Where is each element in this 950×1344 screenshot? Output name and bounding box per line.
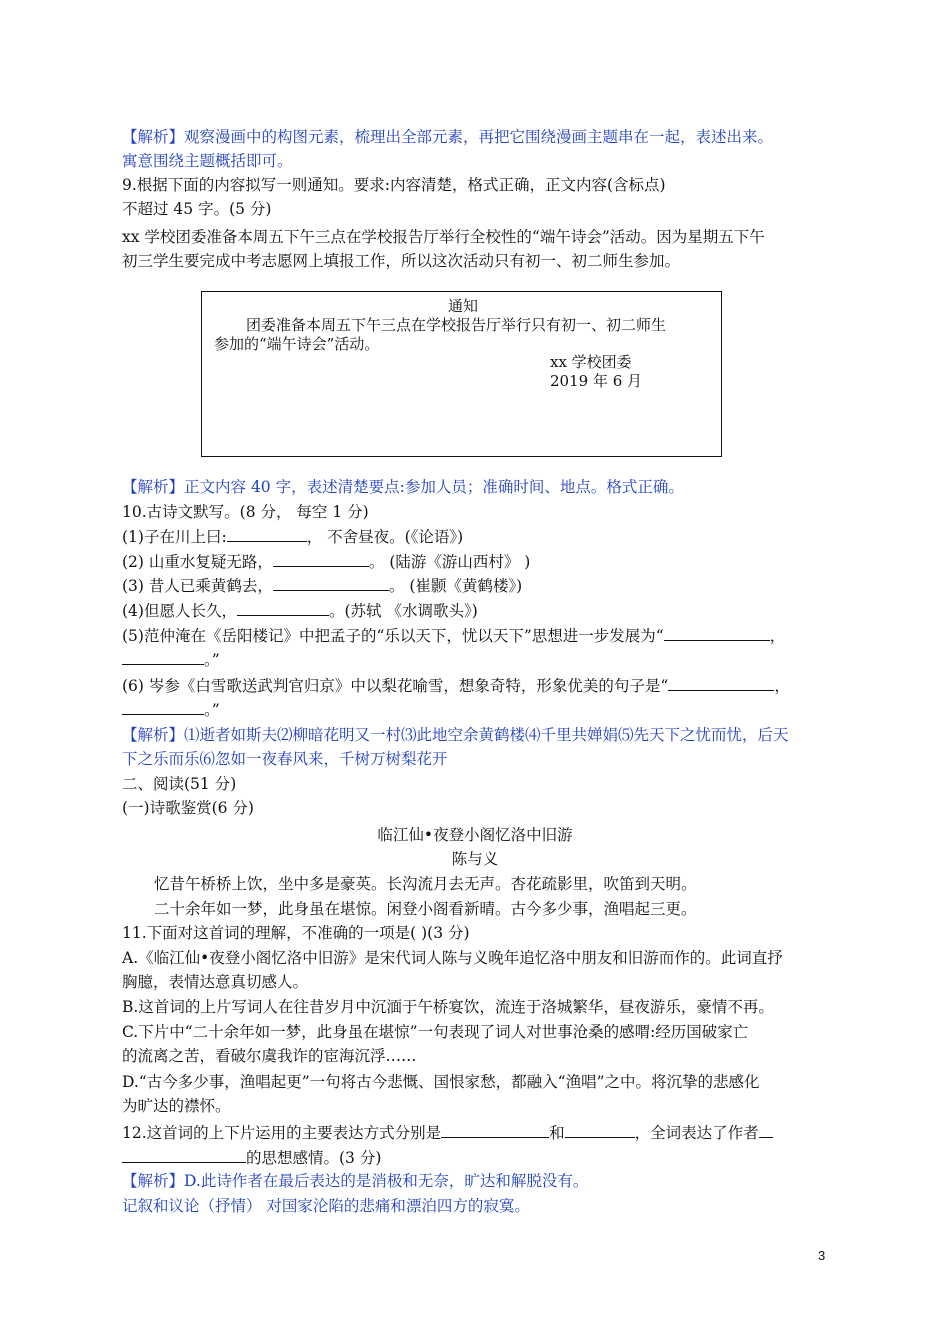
q12-stem-b: 和 xyxy=(549,1124,565,1142)
q9-material-line-1: xx 学校团委准备本周五下午三点在学校报告厅举行全校性的“端午诗会”活动。因为星期五下午 xyxy=(122,228,765,246)
q10-item-6-line-2 xyxy=(122,698,220,721)
q10-item-6-c: 。” xyxy=(204,701,220,719)
fill-blank[interactable] xyxy=(237,599,329,616)
q10-item-1-b: ， 不舍昼夜。(《论语》) xyxy=(306,528,464,546)
q10-item-3 xyxy=(122,574,522,597)
q10-item-2 xyxy=(122,550,530,573)
q10-analysis-line-1 xyxy=(122,724,789,746)
fill-blank[interactable] xyxy=(759,1121,773,1138)
q12-analysis-line-2: 记叙和议论（抒情） 对国家沦陷的悲痛和漂泊四方的寂寞。 xyxy=(122,1197,530,1215)
q11-option-a-line-2: 胸臆，表情达意真切感人。 xyxy=(122,973,309,991)
q8-analysis-text-1: 观察漫画中的构图元素，梳理出全部元素，再把它围绕漫画主题串在一起，表述出来。 xyxy=(184,128,774,146)
poem-line-2: 二十余年如一梦，此身虽在堪惊。闲登小阁看新晴。古今多少事，渔唱起三更。 xyxy=(154,900,697,918)
q9-analysis-text: 正文内容 40 字，表述清楚要点:参加人员；准确时间、地点。格式正确。 xyxy=(184,478,684,496)
q10-item-4-a: (4)但愿人长久， xyxy=(122,602,237,620)
notice-date: 2019 年 6 月 xyxy=(550,372,643,390)
q11-option-b: B.这首词的上片写词人在往昔岁月中沉湎于午桥宴饮，流连于洛城繁华，昼夜游乐，豪情不再。 xyxy=(122,998,774,1016)
q10-item-6-a: (6) 岑参《白雪歌送武判官归京》中以梨花喻雪，想象奇特，形象优美的句子是“ xyxy=(122,677,669,695)
q10-item-5-b: ， xyxy=(769,627,786,645)
q12-stem-line-2 xyxy=(122,1146,381,1169)
notice-body-line-1: 团委准备本周五下午三点在学校报告厅举行只有初一、初二师生 xyxy=(246,316,667,334)
q10-item-5-a: (5)范仲淹在《岳阳楼记》中把孟子的“乐以天下，忧以天下”思想进一步发展为“ xyxy=(122,627,664,645)
q10-item-5-line-1 xyxy=(122,624,785,647)
page-number: 3 xyxy=(818,1248,826,1263)
q10-stem: 10.古诗文默写。(8 分， 每空 1 分) xyxy=(122,503,369,521)
q10-item-2-a: (2) 山重水复疑无路， xyxy=(122,553,273,571)
q10-item-5-line-2 xyxy=(122,648,220,671)
fill-blank[interactable] xyxy=(441,1121,549,1138)
q11-option-c-line-2: 的流离之苦，看破尔虞我诈的宦海沉浮…… xyxy=(122,1047,417,1065)
fill-blank[interactable] xyxy=(565,1121,635,1138)
q10-item-3-b: 。 (崔颢《黄鹤楼》) xyxy=(388,577,523,595)
fill-blank[interactable] xyxy=(273,574,389,591)
q10-item-1 xyxy=(122,525,463,548)
fill-blank[interactable] xyxy=(122,648,204,665)
poem-line-1: 忆昔午桥桥上饮，坐中多是豪英。长沟流月去无声。杏花疏影里，吹笛到天明。 xyxy=(154,875,697,893)
q10-analysis-text-1: ⑴逝者如斯夫⑵柳暗花明又一村⑶此地空余黄鹤楼⑷千里共婵娟⑸先天下之忧而忧，后天 xyxy=(184,726,789,744)
q11-option-c-line-1: C.下片中“二十余年如一梦，此身虽在堪惊”一句表现了词人对世事沧桑的感喟:经历国破家亡 xyxy=(122,1023,749,1041)
fill-blank[interactable] xyxy=(227,525,307,542)
notice-answer-box xyxy=(201,291,722,457)
analysis-tag: 【解析】 xyxy=(122,1172,185,1190)
fill-blank[interactable] xyxy=(664,624,770,641)
q12-analysis-text-1: D.此诗作者在最后表达的是消极和无奈，旷达和解脱没有。 xyxy=(184,1172,589,1190)
q9-analysis-line xyxy=(122,476,684,498)
q9-stem-line-1: 9.根据下面的内容拟写一则通知。要求:内容清楚，格式正确，正文内容(含标点) xyxy=(122,176,666,194)
q10-item-5-c: 。” xyxy=(204,651,220,669)
q9-material-line-2: 初三学生要完成中考志愿网上填报工作，所以这次活动只有初一、初二师生参加。 xyxy=(122,252,681,270)
notice-title: 通知 xyxy=(448,297,479,315)
q10-item-6-b: ， xyxy=(774,677,790,695)
q10-item-2-b: 。 (陆游《游山西村》 ) xyxy=(368,553,531,571)
q10-item-3-a: (3) 昔人已乘黄鹤去， xyxy=(122,577,273,595)
fill-blank[interactable] xyxy=(122,698,204,715)
q11-stem: 11.下面对这首词的理解，不准确的一项是( )(3 分) xyxy=(122,924,470,942)
q9-stem-line-2: 不超过 45 字。(5 分) xyxy=(122,200,272,218)
q12-stem-a: 12.这首词的上下片运用的主要表达方式分别是 xyxy=(122,1124,442,1142)
analysis-tag: 【解析】 xyxy=(122,726,185,744)
poem-title: 临江仙•夜登小阁忆洛中旧游 xyxy=(377,826,573,844)
q10-item-1-a: (1)子在川上曰: xyxy=(122,528,227,546)
q12-stem-line-1 xyxy=(122,1121,773,1144)
poetry-subsection-heading: (一)诗歌鉴赏(6 分) xyxy=(122,799,254,817)
q12-stem-d: 的思想感情。(3 分) xyxy=(246,1149,382,1167)
q10-item-4-b: 。(苏轼 《水调歌头》) xyxy=(328,602,478,620)
q10-analysis-line-2: 下之乐而乐⑹忽如一夜春风来，千树万树梨花开 xyxy=(122,750,448,768)
notice-body-line-2: 参加的“端午诗会”活动。 xyxy=(214,335,380,353)
reading-section-heading: 二、阅读(51 分) xyxy=(122,775,237,793)
q11-option-d-line-1: D.“古今多少事，渔唱起更”一句将古今悲慨、国恨家愁，都融入“渔唱”之中。将沉挚的悲感化 xyxy=(122,1073,760,1091)
analysis-tag: 【解析】 xyxy=(122,478,185,496)
q11-option-a-line-1: A.《临江仙•夜登小阁忆洛中旧游》是宋代词人陈与义晚年追忆洛中朋友和旧游而作的。此词直抒 xyxy=(122,949,783,967)
fill-blank[interactable] xyxy=(122,1146,246,1163)
poem-author: 陈与义 xyxy=(451,850,499,868)
q12-analysis-line-1 xyxy=(122,1170,588,1192)
q8-analysis-line-1 xyxy=(122,126,773,148)
q10-item-6-line-1 xyxy=(122,674,790,697)
q11-option-d-line-2: 为旷达的襟怀。 xyxy=(122,1097,231,1115)
analysis-tag: 【解析】 xyxy=(122,128,185,146)
q10-item-4 xyxy=(122,599,478,622)
q8-analysis-line-2: 寓意围绕主题概括即可。 xyxy=(122,152,293,170)
q12-stem-c: ，全词表达了作者 xyxy=(634,1124,759,1142)
fill-blank[interactable] xyxy=(668,674,774,691)
notice-signer: xx 学校团委 xyxy=(550,353,632,371)
fill-blank[interactable] xyxy=(273,550,369,567)
